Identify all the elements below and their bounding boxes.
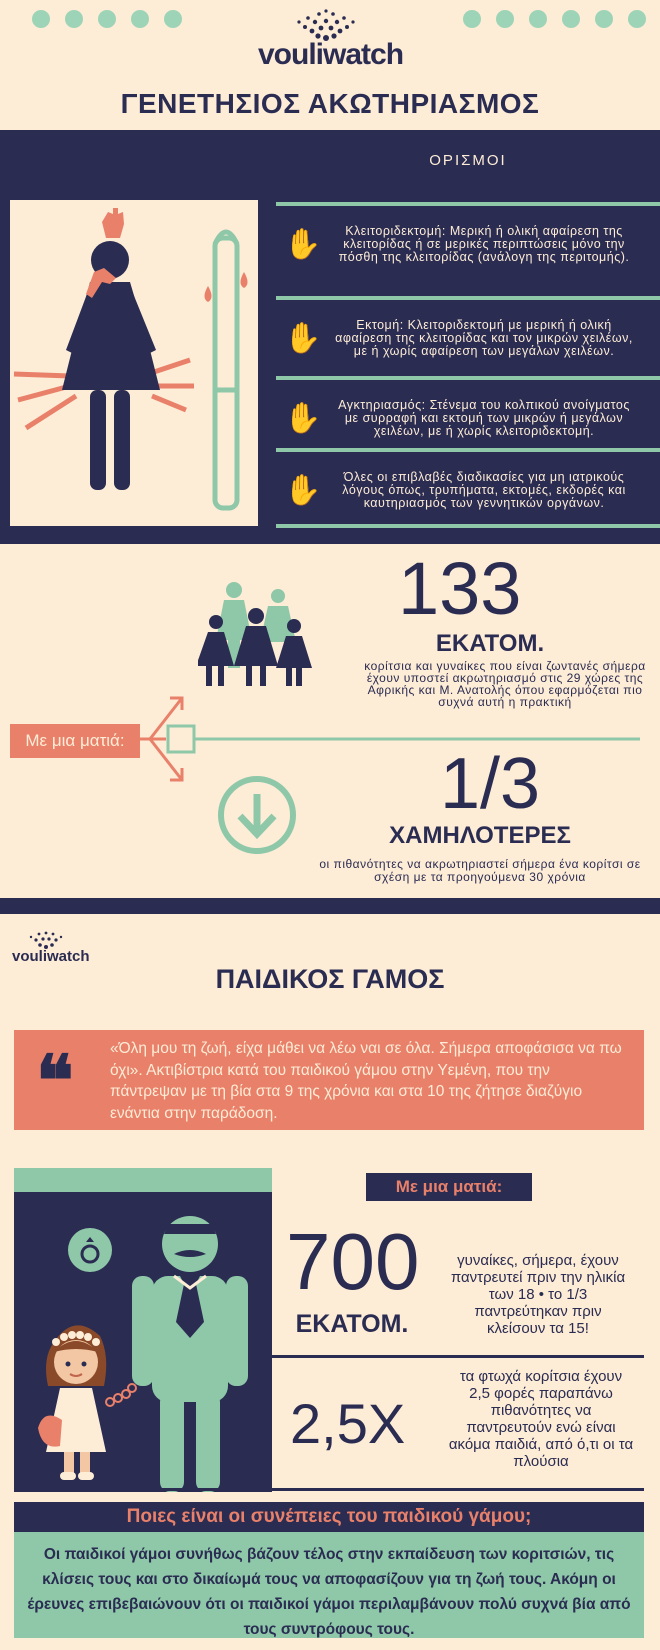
definitions-heading: ΟΡΙΣΜΟΙ xyxy=(429,152,507,169)
stat-25x-number: 2,5X xyxy=(290,1392,406,1455)
decor-dot xyxy=(595,10,613,28)
decor-dot xyxy=(529,10,547,28)
definition-row xyxy=(276,300,660,376)
decor-dot xyxy=(628,10,646,28)
stat-133-desc: κορίτσια και γυναίκες που είναι ζωντανές σήμερα έχουν υποστεί ακρωτηριασμό στις 29 χώρες της Αφρικής και Μ. Ανατολής όπου εφαρμόζεται πιο συχνά αυτή η πρακτική xyxy=(364,659,646,709)
definition-text: Κλειτοριδεκτομή: Μερική ή ολική αφαίρεση της κλειτορίδας ή σε μερικές περιπτώσεις μόνο την πόσθη της κλειτορίδας (ανάλογη της περιτομής). xyxy=(338,223,630,264)
stat-133-unit: ΕΚΑΤΟΜ. xyxy=(435,630,545,657)
divider xyxy=(276,376,660,380)
quote-mark-icon: ❝ xyxy=(36,1039,74,1122)
logo-text: vouliwatch xyxy=(258,38,404,71)
decor-dot xyxy=(562,10,580,28)
glance-label: Με μια ματιά: xyxy=(10,724,140,758)
stat-700-unit: ΕΚΑΤΟΜ. xyxy=(295,1310,409,1338)
divider xyxy=(272,1355,644,1358)
quote-box xyxy=(14,1030,644,1130)
definition-row xyxy=(276,380,660,456)
stat-700-desc: γυναίκες, σήμερα, έχουν παντρευτεί πριν την ηλικία των 18 • το 1/3 παντρεύτηκαν πριν κλείσουν τα 15! xyxy=(450,1252,626,1337)
child-bride-illustration xyxy=(14,1192,272,1492)
arrow-down-circle-icon xyxy=(216,774,298,856)
decor-dot xyxy=(32,10,50,28)
divider xyxy=(276,524,660,528)
consequences-title: Ποιες είναι οι συνέπειες του παιδικού γάμου; xyxy=(14,1502,644,1532)
divider xyxy=(276,202,660,206)
definition-text: Όλες οι επιβλαβές διαδικασίες για μη ιατρικούς λόγους όπως, τρυπήματα, εκτομές, εκδορές και καυτηριασμός των γεννητικών οργάνων. xyxy=(342,469,626,510)
hand-icon: ✋ xyxy=(284,227,322,261)
hand-icon: ✋ xyxy=(284,321,322,355)
section-divider xyxy=(0,898,660,914)
hand-icon: ✋ xyxy=(284,473,322,507)
stat-25x-desc: τα φτωχά κορίτσια έχουν 2,5 φορές παραπάνω πιθανότητες να παντρευτούν ενώ είναι ακόμα παιδιά, από ό,τι οι τα πλούσια xyxy=(448,1368,634,1470)
definition-row xyxy=(276,206,660,282)
glance-label-2: Με μια ματιά: xyxy=(366,1173,532,1201)
divider xyxy=(276,448,660,452)
stat-133-number: 133 xyxy=(398,547,522,630)
bride-panel xyxy=(14,1192,272,1492)
stat-700-number: 700 xyxy=(286,1217,420,1306)
quote-text: «Όλη μου τη ζωή, είχα μάθει να λέω ναι σε όλα. Σήμερα αποφάσισα να πω όχι». Ακτιβίστρια κατά του παιδικού γάμου στην Υεμένη, που την πάντρεψαν με τη βία στα 9 της χρόνια και στα 10 της ζήτησε διαζύγιο ενάντια στην παράδοση. xyxy=(110,1040,622,1122)
definition-row xyxy=(276,452,660,528)
fgm-illustration xyxy=(10,200,258,526)
decor-dot xyxy=(463,10,481,28)
stat-third-unit: ΧΑΜΗΛΟΤΕΡΕΣ xyxy=(389,822,571,849)
logo xyxy=(258,38,403,72)
stat-third-number: 1/3 xyxy=(439,744,541,824)
woman-figure-icon xyxy=(10,200,258,526)
logo-small: vouliwatch xyxy=(12,948,90,965)
decor-dot xyxy=(496,10,514,28)
stat-third-desc: οι πιθανότητες να ακρωτηριαστεί σήμερα ένα κορίτσι σε σχέση με τα προηγούμενα 30 χρόνια xyxy=(319,857,641,884)
consequences-text: Οι παιδικοί γάμοι συνήθως βάζουν τέλος στην εκπαίδευση των κοριτσιών, τις κλίσεις τους και στο δικαίωμά τους να αποφασίζουν για τη ζωή τους. Ακόμη οι έρευνες επιβεβαιώνουν ότι οι παιδικοί γάμοι περιλαμβάνουν πολύ συχνά βία από τους συντρόφους τους. xyxy=(14,1532,644,1638)
divider xyxy=(14,1488,644,1491)
women-group-icon xyxy=(198,582,314,688)
decor-dot xyxy=(98,10,116,28)
section-title: ΠΑΙΔΙΚΟΣ ΓΑΜΟΣ xyxy=(215,964,445,994)
decor-dot xyxy=(164,10,182,28)
decor-dot xyxy=(131,10,149,28)
accent-bar-mint xyxy=(14,1168,272,1192)
definition-text: Εκτομή: Κλειτοριδεκτομή με μερική ή ολική αφαίρεση της κλειτορίδας και τον μικρών χειλέων, με ή χωρίς αφαίρεση των μεγάλων χειλέων. xyxy=(335,317,633,358)
definition-text: Αγκτηριασμός: Στένεμα του κολπικού ανοίγματος με συρραφή και εκτομή των μικρών ή μεγάλων χειλέων, με ή χωρίς κλειτοριδεκτομή. xyxy=(338,397,630,438)
decor-dot xyxy=(65,10,83,28)
logo-sunburst-icon xyxy=(288,8,364,42)
page-title: ΓΕΝΕΤΗΣΙΟΣ ΑΚΩΤΗΡΙΑΣΜΟΣ xyxy=(120,88,540,119)
hand-icon: ✋ xyxy=(284,401,322,435)
divider xyxy=(276,296,660,300)
logo-sunburst-icon xyxy=(26,930,66,950)
